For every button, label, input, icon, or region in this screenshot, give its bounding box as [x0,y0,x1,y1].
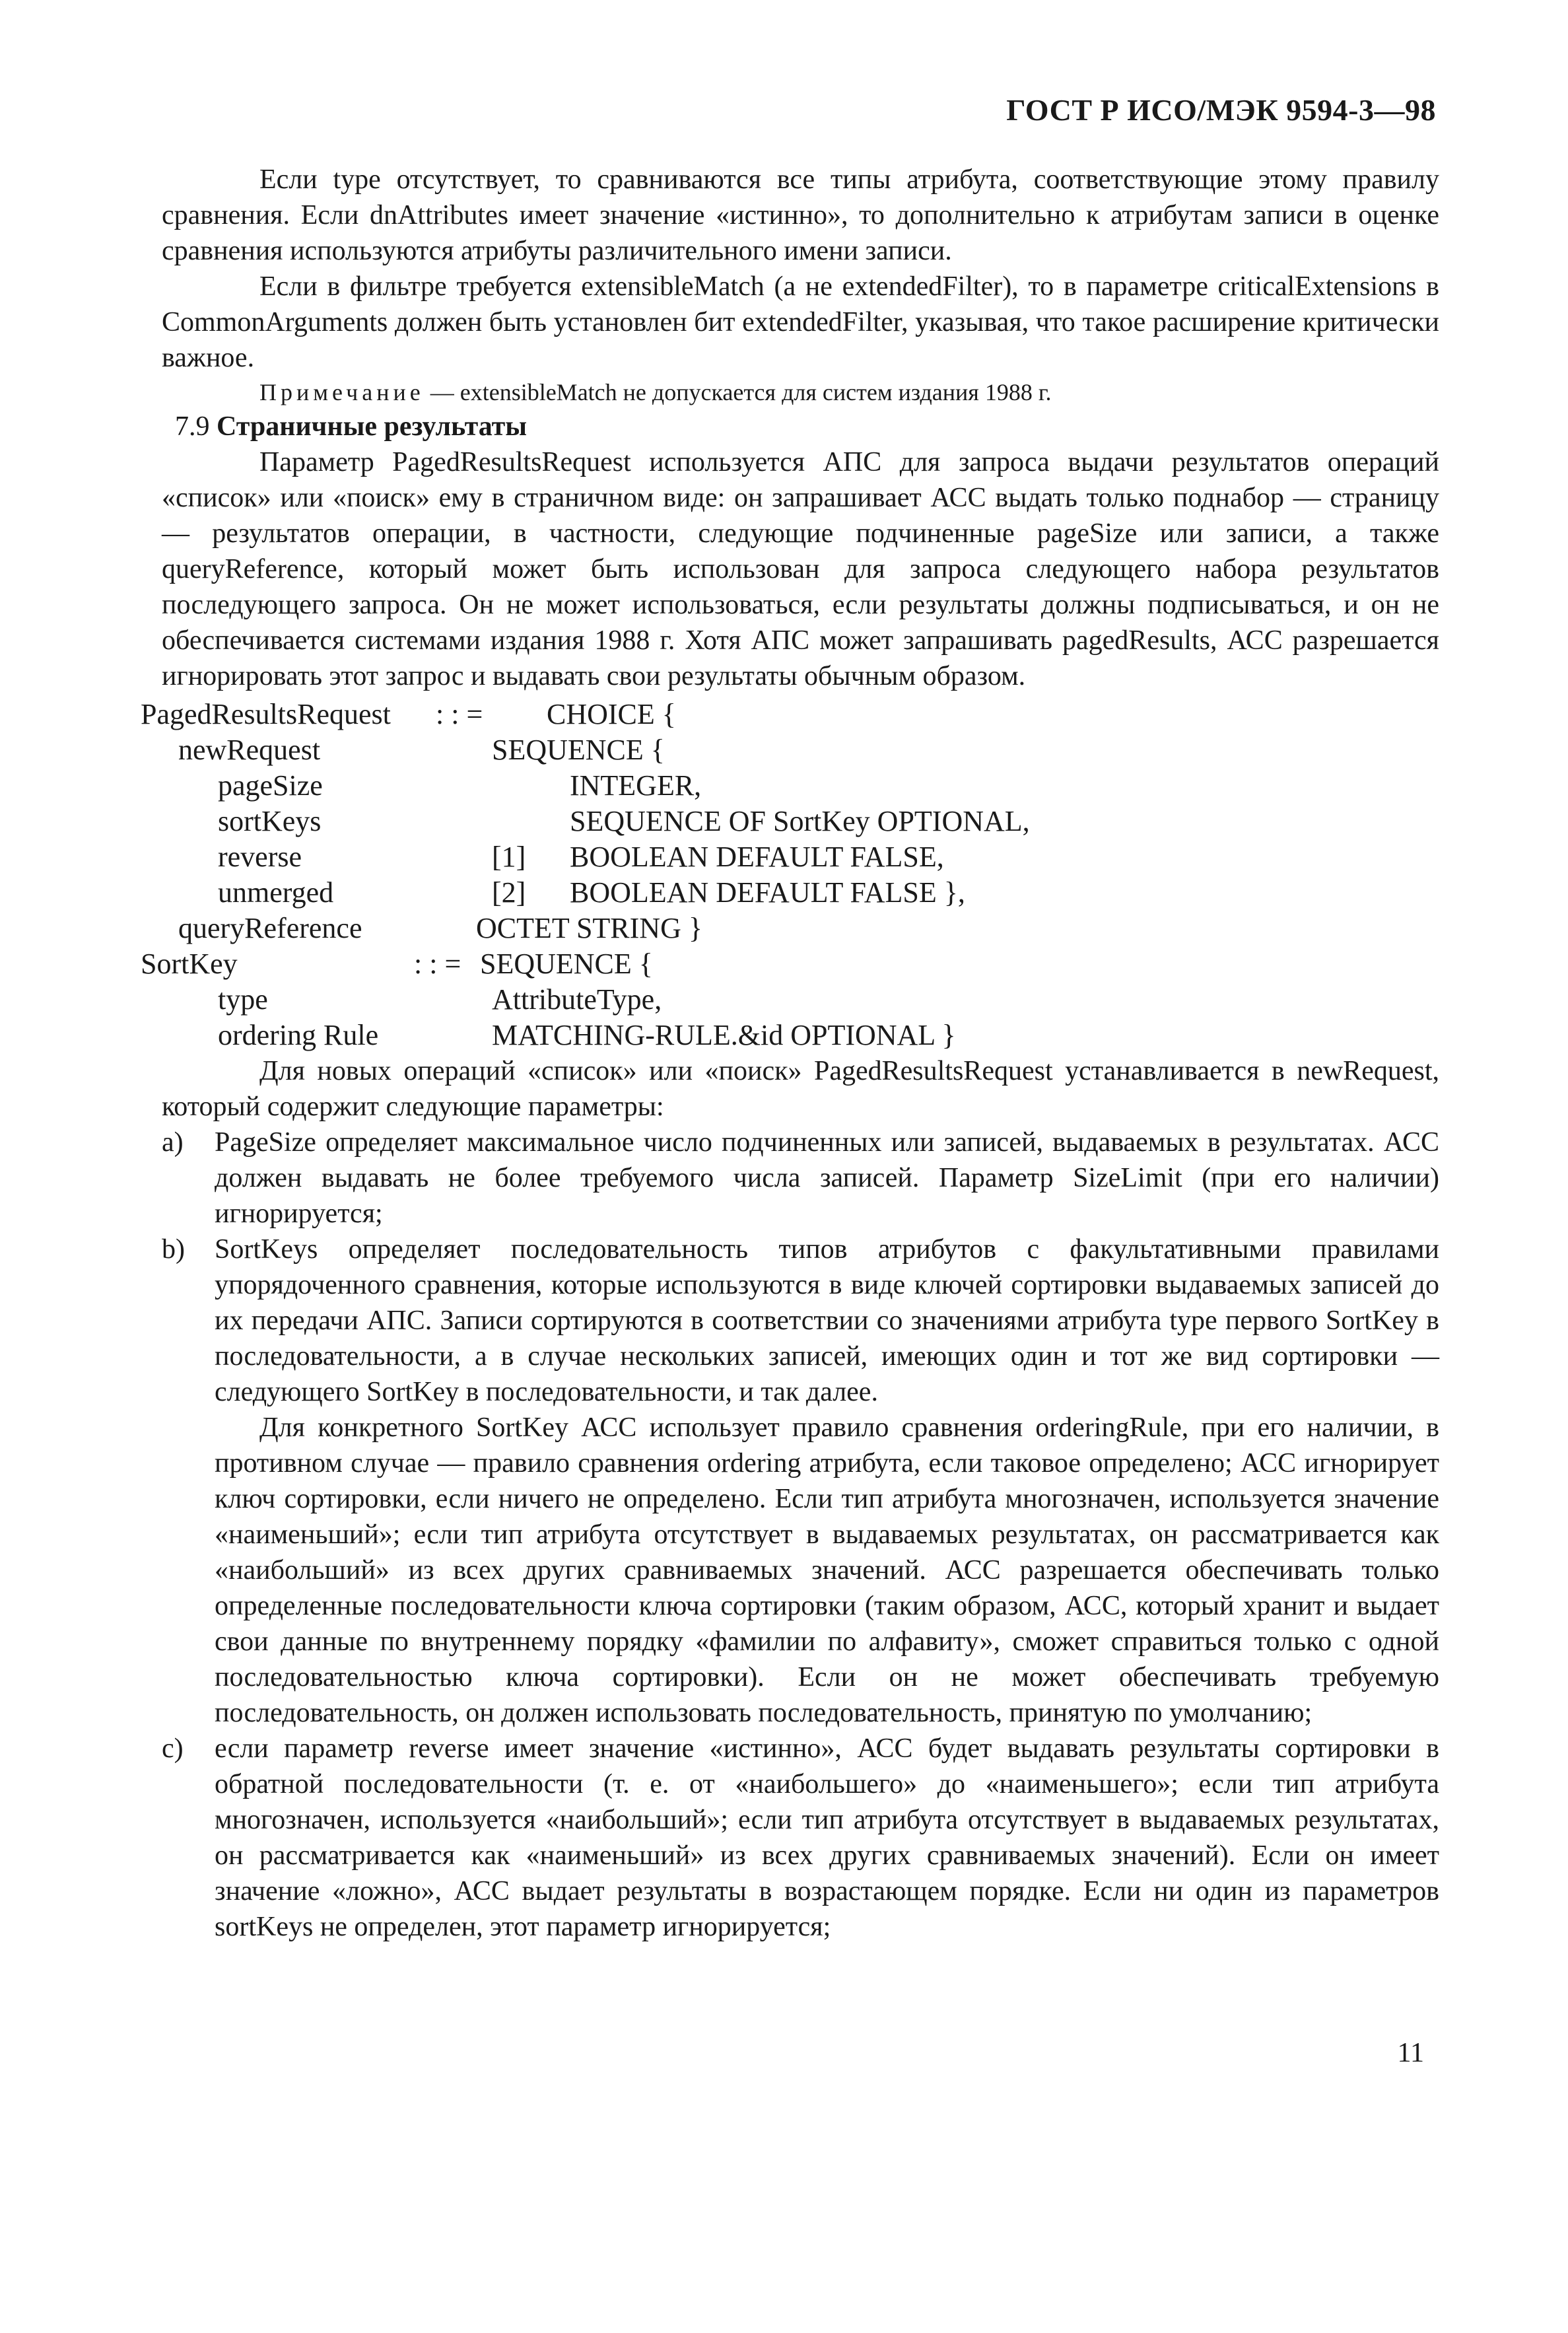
paragraph-extensible-match: Если в фильтре требуется extensibleMatch (а не extendedFilter), то в параметре criticalExtensions в CommonArguments должен быть установлен бит extendedFilter, указывая, что такое расширение критически важное. [162,271,1439,373]
code-name: pageSize [218,769,323,802]
section-heading [162,409,1439,444]
code-name: sortKeys [218,805,322,837]
section-title: Страничные результаты [217,411,528,442]
page-number: 11 [1397,2038,1424,2068]
code-name: SortKey [141,948,238,980]
code-type: BOOLEAN DEFAULT FALSE, [570,841,944,873]
paragraph-type-absent: Если type отсутствует, то сравниваются все типы атрибута, соответствующие этому правилу сравнения. Если dnAttributes имеет значение «истинно», то дополнительно к атрибутам записи в оценке сравнения используются атрибуты различительного имени записи. [162,164,1439,266]
code-type: OCTET STRING } [476,912,702,944]
list-item-text: если параметр reverse имеет значение «истинно», АСС будет выдавать результаты сортировки в обратной последовательности (т. е. от «наибольшего» до «наименьшего»; если тип атрибута многозначен, используется «наибольший»; если тип атрибута отсутствует в выдаваемых результатах, он рассматривается как «наименьший» из всех других сравниваемых значений). Если он имеет значение «ложно», АСС выдает результаты в возрастающем порядке. Если ни один из параметров sortKeys не определен, этот параметр игнорируется; [215,1733,1439,1942]
note-text: — extensibleMatch не допускается для систем издания 1988 г. [424,379,1052,405]
list-item [162,1125,1439,1232]
list-item-text: SortKeys определяет последовательность типов атрибутов с факультативными правилами упорядоченного сравнения, которые используются в виде ключей сортировки выдаваемых записей до их передачи АПС. Записи сортируются в соответствии со значениями атрибута type первого SortKey в последовательности, а в случае нескольких записей, имеющих один и тот же вид сортировки — следующего SortKey в последовательности, и так далее. [215,1234,1439,1407]
code-tag: [1] [492,841,526,873]
code-type: BOOLEAN DEFAULT FALSE }, [570,876,965,909]
section-number: 7.9 [175,411,210,442]
list-item [162,1731,1439,1945]
code-type: SEQUENCE { [492,734,665,766]
asn1-definition [141,697,1439,1053]
list-item-continuation: Для конкретного SortKey АСС использует правило сравнения orderingRule, при его наличии, в противном случае — правило сравнения ordering атрибута, если таковое определено; АСС игнорирует ключ сортировки, если ничего не определено. Если тип атрибута многозначен, используется значение «наименьший»; если тип атрибута отсутствует в выдаваемых результатах, он рассматривается как «наибольший» из всех других сравниваемых значений. АСС разрешается обеспечивать только определенные последовательности ключа сортировки (таким образом, АСС, который хранит и выдает свои данные по внутреннему порядку «фамилии по алфавиту», сможет справиться только с одной последовательностью ключа сортировки). Если он не может обеспечивать требуемую последовательность, он должен использовать последовательность, принятую по умолчанию; [215,1412,1439,1728]
list-item-label: c) [162,1733,184,1764]
code-type: AttributeType, [492,983,662,1016]
code-type: SEQUENCE OF SortKey OPTIONAL, [570,805,1030,837]
code-assign: : : = [414,948,461,980]
code-name: reverse [218,841,302,873]
list-item-label: b) [162,1234,185,1265]
code-type: SEQUENCE { [480,948,653,980]
code-name: unmerged [218,876,334,909]
paragraph-paged-results: Параметр PagedResultsRequest используется АПС для запроса выдачи результатов операций «список» или «поиск» ему в страничном виде: он запрашивает АСС выдать только поднабор — страницу — результатов операции, в частности, следующие подчиненные pageSize или записи, а также queryReference, который может быть использован для запроса следующего набора результатов последующего запроса. Он не может использоваться, если результаты должны подписываться, и он не обеспечивается системами издания 1988 г. Хотя АПС может запрашивать pagedResults, АСС разрешается игнорировать этот запрос и выдавать свои результаты обычным образом. [162,447,1439,691]
code-name: ordering Rule [218,1019,379,1051]
code-name: PagedResultsRequest [141,698,391,730]
code-assign: : : = [436,698,483,730]
list-item-text: PageSize определяет максимальное число подчиненных или записей, выдаваемых в результатах. АСС должен выдавать не более требуемого числа записей. Параметр SizeLimit (при его наличии) игнорируется; [215,1127,1439,1229]
note-label: Примечание [259,379,425,405]
code-type: CHOICE { [547,698,676,730]
code-type: MATCHING-RULE.&id OPTIONAL } [492,1019,956,1051]
list-item [162,1232,1439,1731]
paragraph-new-request: Для новых операций «список» или «поиск» PagedResultsRequest устанавливается в newRequest, который содержит следующие параметры: [162,1056,1439,1122]
note [162,376,1439,409]
list-item-label: a) [162,1127,184,1158]
code-tag: [2] [492,876,526,909]
document-header: ГОСТ Р ИСО/МЭК 9594-3—98 [1006,93,1436,127]
code-name: newRequest [178,734,321,766]
code-name: type [218,983,268,1016]
code-type: INTEGER, [570,769,702,802]
code-name: queryReference [178,912,362,944]
document-body [141,162,1439,1945]
